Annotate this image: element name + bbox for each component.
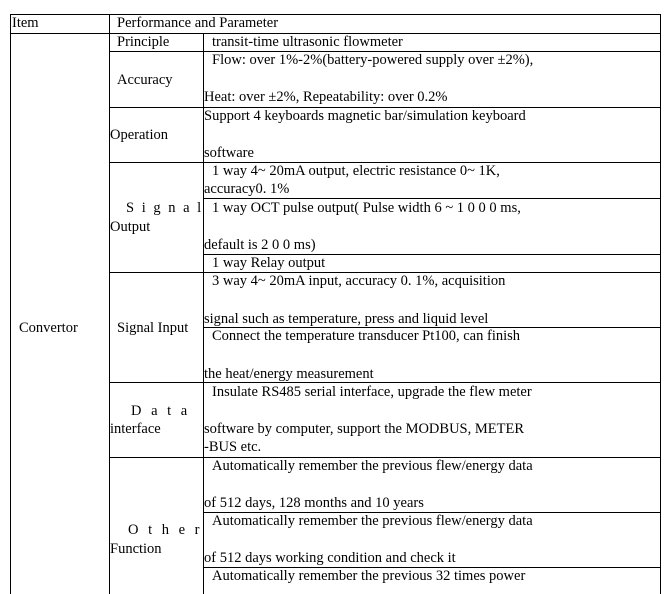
other-function-label-line1: O t h e r: [128, 522, 203, 538]
header-item: Item: [12, 15, 39, 31]
convertor-label: Convertor: [19, 320, 78, 336]
signal-input-a-line1: 3 way 4~ 20mA input, accuracy 0. 1%, acquisition: [212, 273, 506, 289]
data-interface-label-line1: D a t a: [131, 403, 191, 419]
table-top-border: [10, 14, 660, 15]
other-function-a-line2: of 512 days, 128 months and 10 years: [204, 495, 424, 511]
signal-input-b-line1: Connect the temperature transducer Pt100, can finish: [212, 328, 521, 344]
data-interface-label-line2: interface: [110, 421, 161, 437]
column-divider: [109, 14, 110, 594]
other-function-a-line1: Automatically remember the previous flew/energy data: [212, 458, 533, 474]
operation-line1: Support 4 keyboards magnetic bar/simulation keyboard: [204, 108, 526, 124]
signal-output-a-line1: 1 way 4~ 20mA output, electric resistance 0~ 1K,: [212, 163, 500, 179]
data-interface-line1: Insulate RS485 serial interface, upgrade the flew meter: [212, 384, 532, 400]
signal-output-label-line1: S i g n a l: [126, 200, 204, 216]
principle-label: Principle: [117, 34, 170, 50]
signal-input-a-line2: signal such as temperature, press and liquid level: [204, 311, 489, 327]
table-right-border: [660, 14, 661, 594]
principle-value: transit-time ultrasonic flowmeter: [212, 34, 403, 50]
operation-label: Operation: [110, 127, 168, 143]
signal-output-b-line2: default is 2 0 0 ms): [204, 237, 316, 253]
signal-output-label-line2: Output: [110, 219, 151, 235]
other-function-b-line2: of 512 days working condition and check it: [204, 550, 456, 566]
accuracy-line2: Heat: over ±2%, Repeatability: over 0.2%: [204, 89, 448, 105]
signal-input-label: Signal Input: [117, 320, 189, 336]
operation-line2: software: [204, 145, 254, 161]
other-function-b-line1: Automatically remember the previous flew/energy data: [212, 513, 533, 529]
accuracy-label: Accuracy: [117, 72, 173, 88]
signal-output-a-line2: accuracy0. 1%: [204, 181, 290, 197]
row-line: [109, 382, 660, 383]
signal-output-c-line1: 1 way Relay output: [212, 255, 326, 271]
row-line: [203, 198, 660, 199]
signal-output-b-line1: 1 way OCT pulse output( Pulse width 6 ~ 1 0 0 0 ms,: [212, 200, 521, 216]
other-function-c-line1: Automatically remember the previous 32 times power: [212, 568, 526, 584]
other-function-label-line2: Function: [110, 541, 162, 557]
data-interface-line3: -BUS etc.: [204, 439, 262, 455]
signal-input-b-line2: the heat/energy measurement: [204, 366, 374, 382]
data-interface-line2: software by computer, support the MODBUS, METER: [204, 421, 524, 437]
table-left-border: [10, 14, 11, 594]
header-performance: Performance and Parameter: [117, 15, 279, 31]
accuracy-line1: Flow: over 1%-2%(battery-powered supply over ±2%),: [212, 52, 534, 68]
